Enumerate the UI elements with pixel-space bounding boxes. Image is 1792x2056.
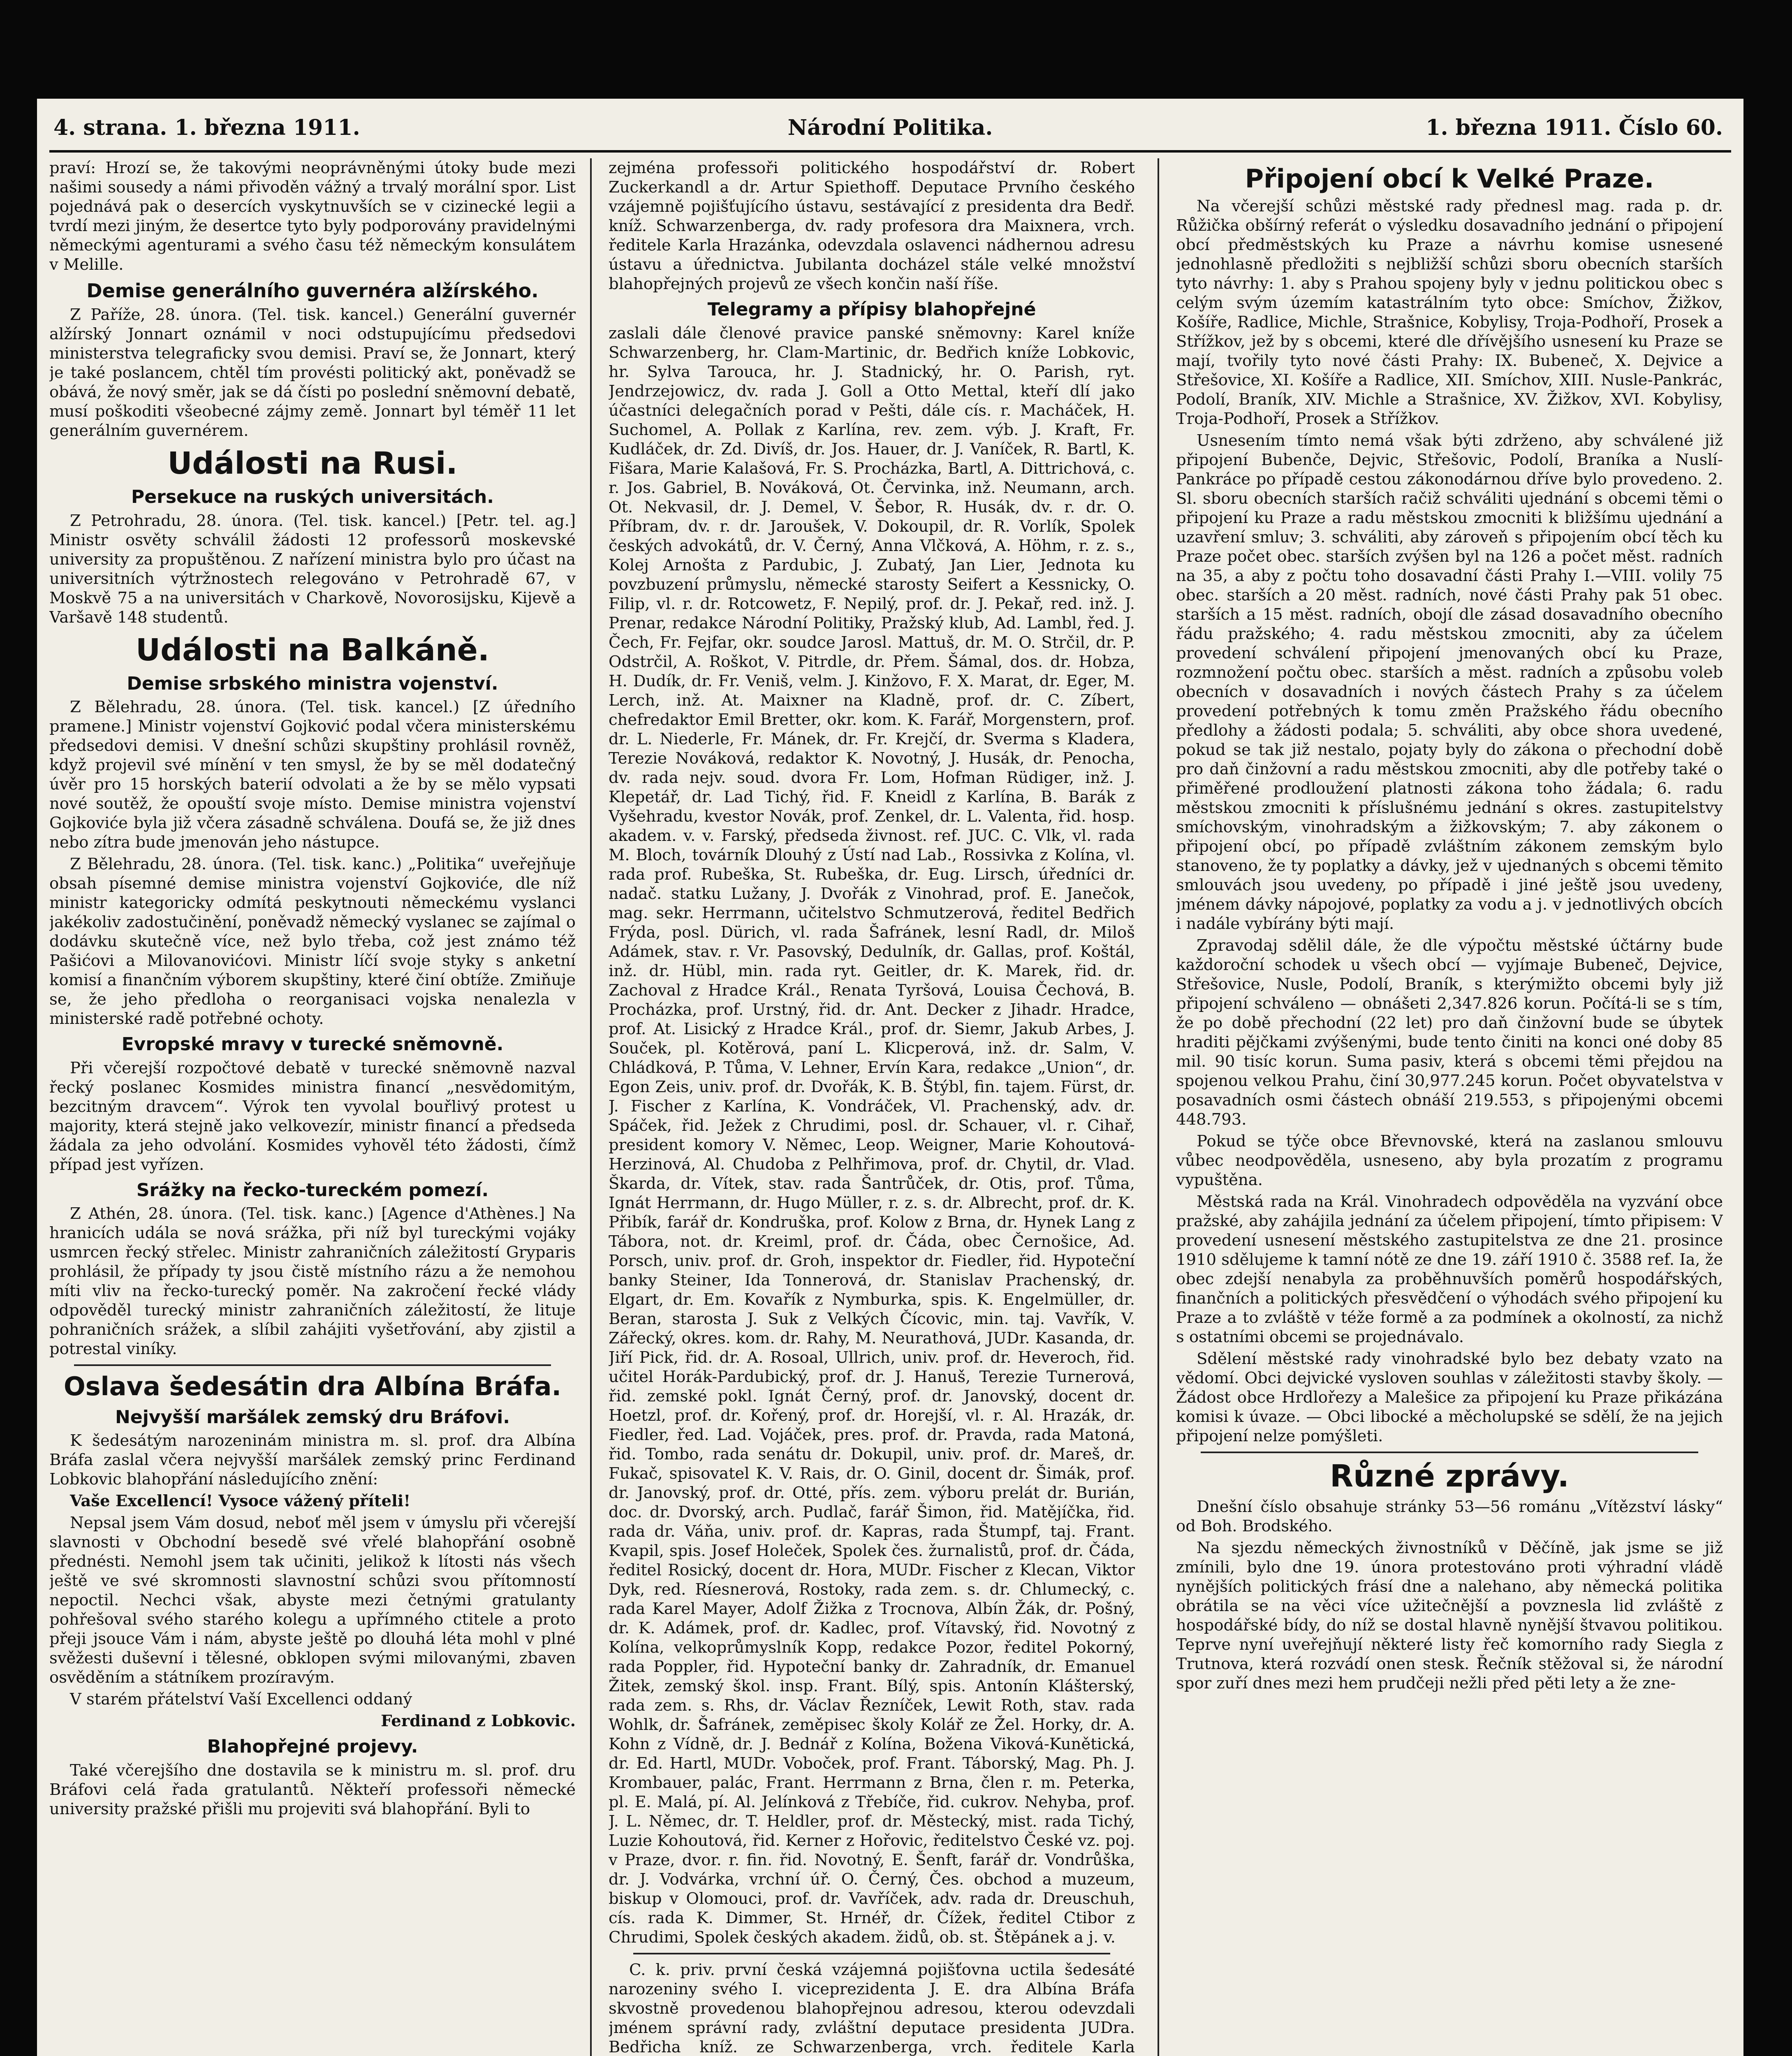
header-rule <box>49 150 1731 153</box>
article-paragraph: Na včerejší schůzi městské rady přednesl mag. rada p. dr. Růžička obšírný referát o výsledku dosavadního jednání o připojení obcí předměstských ku Praze a návrhu komise usnesené jednohlasně předložiti s nejbližší schůzi sboru obecních starších tyto návrhy: 1. aby s Prahou spojeny byly v jednu politickou obec s celým svým územím katastrálním tyto obce: Smíchov, Žižkov, Košíře, Radlice, Michle, Strašnice, Kobylisy, Troja-Podhoří, Prosek a Střížkov, jež by s obcemi, které dle dřívějšího usnesení ku Praze se mají, tvořily tyto nové části Prahy: IX. Bubeneč, X. Dejvice a Střešovice, XI. Košíře a Radlice, XII. Smíchov, XIII. Nusle-Pankrác, Podolí, Braník, XIV. Michle a Strašnice, XV. Žižkov, XVI. Kobylisy, Troja-Podhoří, Prosek a Střížkov. <box>1176 197 1723 428</box>
article-paragraph: Z Paříže, 28. února. (Tel. tisk. kancel.) Generální guvernér alžírský Jonnart oznámil v noci odstupujícímu předsedovi ministerstva telegraficky svou demisi. Praví se, že Jonnart, který je také poslancem, chtěl tím provésti politický akt, poněvadž se obává, že nový směr, jak se dá čísti po poslední sněmovní debatě, musí poškoditi všeobecné zájmy země. Jonnart byl téměř 11 let generálním guvernérem. <box>49 305 576 440</box>
headline-ruzne-zpravy: Různé zprávy. <box>1330 1459 1569 1494</box>
article-paragraph: Z Petrohradu, 28. února. (Tel. tisk. kancel.) [Petr. tel. ag.] Ministr osvěty schválil žádosti 12 professorů moskevské university za propuštěnou. Z nařízení ministra bylo pro účast na universitních výtržnostech relegováno v Petrohradě 67, v Moskvě 75 a na universitách v Charkově, Novorosijsku, Kijevě a Varšavě 148 studentů. <box>49 511 576 627</box>
column-divider-2 <box>1158 158 1159 2056</box>
article-continuation: zejména professoři politického hospodářství dr. Robert Zuckerkandl a dr. Artur Spiethoff. Deputace Prvního českého vzájemně pojišťujícího ústavu, sestávající z presidenta dra Bedř. kníž. Schwarzenberga, dv. rady profesora dra Maixnera, vrch. ředitele Karla Hrazánka, odevzdala oslavenci nádhernou adresu ústavu a úřednictva. Jubilanta docházel stále velké množství blahopřejných projevů ze všech končin naší říše. <box>609 159 1135 293</box>
article-continuation: praví: Hrozí se, že takovými neoprávněnými útoky bude mezi našimi sousedy a námi přivoděn vážný a trvalý morální spor. List pojednává pak o desercích vyskytnuvších se v cizinecké legii a tvrdí mezi jiným, že desertce tyto byly podporovány pravidelnými německými agenturami a svého času též německým konsulátem v Melille. <box>49 159 576 274</box>
header-date-left: 4. strana. 1. března 1911. <box>53 115 360 140</box>
article-paragraph: Z Bělehradu, 28. února. (Tel. tisk. kancel.) [Z úředního pramene.] Ministr vojenství Gojković podal včera ministerskému předsedovi demisi. V dnešní schůzi skupštiny prohlásil rovněž, když projevil své mínění v ten smysl, že by se měl dodatečný úvěr pro 15 horských baterií odvolati a že by se mělo vypsati nové soutěž, že opouští svoje místo. Demise ministra vojenství Gojkoviće byla již včera zásadně schválena. Doufá se, že již dnes nebo zítra bude jmenován jeho nástupce. <box>49 698 576 852</box>
column-1 <box>49 158 576 2056</box>
letter-signature: Ferdinand z Lobkovic. <box>381 1712 576 1731</box>
subheadline-brafa: Nejvyšší maršálek zemský dru Bráfovi. <box>115 1406 510 1428</box>
article-paragraph: Sdělení městské rady vinohradské bylo bez debaty vzato na vědomí. Obci dejvické vysloven souhlas v záležitosti stavby školy. — Žádost obce Hrdlořezy a Malešice za připojení ku Praze přikázána komisi k úvaze. — Obci libocké a měcholupské se sdělí, že na jejich připojení nelze pomýšleti. <box>1176 1350 1723 1446</box>
article-paragraph: C. k. priv. první česká vzájemná pojišťovna uctila šedesáté narozeniny svého I. viceprezidenta J. E. dra Albína Bráfa skvostně provedenou blahopřejnou adresou, kterou odevzdali jménem správní rady, zvláštní deputace presidenta JUDra. Bedřicha kníž. ze Schwarzenberga, vrch. ředitele Karla <box>609 1960 1135 2056</box>
headline-rus: Události na Rusi. <box>167 445 458 481</box>
headline-turkey: Evropské mravy v turecké sněmovně. <box>121 1034 504 1055</box>
letter-closing: V starém přátelství Vaší Excellenci oddaný <box>70 1690 412 1709</box>
newspaper-title: Národní Politika. <box>787 115 993 140</box>
article-paragraph: Při včerejší rozpočtové debatě v turecké sněmovně nazval řecký poslanec Kosmides ministra financí „nesvědomitým, bezcitným dravcem“. Výrok ten vyvolal bouřlivý protest u majority, která stejně jako velkovezír, ministr financí a předseda žádala za jeho odvolání. Kosmides vyhověl této žádosti, čímž případ jest vyřízen. <box>49 1058 576 1174</box>
subheadline-rus: Persekuce na ruských universitách. <box>131 486 494 507</box>
article-paragraph: Z Athén, 28. února. (Tel. tisk. kanc.) [Agence d'Athènes.] Na hranicích udála se nová srážka, při níž byl tureckými vojáky usmrcen řecký střelec. Ministr zahraničních záležitostí Gryparis prohlásil, že případy ty jsou čistě místního rázu a že nemohou míti vliv na řecko-turecký poměr. Na zakročení řecké vlády odpověděl turecký ministr zahraničních záležitostí, že lituje pohraničních srážek, a slíbil zahájiti vyšetřování, aby zjistil a potrestal viníky. <box>49 1204 576 1359</box>
headline-velka-praha: Připojení obcí k Velké Praze. <box>1245 164 1654 194</box>
headline-congratulations: Blahopřejné projevy. <box>207 1736 418 1757</box>
article-paragraph: Městská rada na Král. Vinohradech odpověděla na vyzvání obce pražské, aby zahájila jednání za účelem připojení, tímto připisem: V provedení usnesení městského zastupitelstva ze dne 21. prosince 1910 sdělujeme k tamní nótě ze dne 19. září 1910 č. 3588 ref. Ia, že obec zdejší nenabyla za proběhnuvších poměrů hospodářských, finančních a politických přesvědčení o výhodách svého připojení ku Praze a to zvláště v téže formě a za podmínek a okolností, za nichž s ostatními obcemi se projednávalo. <box>1176 1192 1723 1347</box>
header-date-right: 1. března 1911. Číslo 60. <box>1426 115 1723 140</box>
headline-balkan: Události na Balkáně. <box>136 632 489 668</box>
article-paragraph: Z Bělehradu, 28. února. (Tel. tisk. kanc.) „Politika“ uveřejňuje obsah písemné demise ministra vojenství Gojkoviće, dle níž ministr kategoricky odmítá peskytnouti německému vyslanci jakékoliv zadostučinění, poněvadž německý vyslanec se zajímal o dodávku skutečně více, než bylo třeba, což jest známo též Pašićovi a Milovanovićovi. Ministr líčí svoje styky s anketní komisí a finančním výborem skupštiny, které činí obtíže. Zmiňuje se, že jeho předloha o reorganisaci vojska nenalezla v ministerské radě potřebné ochoty. <box>49 855 576 1028</box>
headline-brafa: Oslava šedesátin dra Albína Bráfa. <box>63 1371 562 1402</box>
column-divider-1 <box>590 158 592 2056</box>
newspaper-page <box>37 99 1743 2056</box>
letter-body: Nepsal jsem Vám dosud, neboť měl jsem v úmyslu při včerejší slavnosti v Obchodní besedě své vřelé blahopřání osobně přednésti. Nemohl jsem tak učiniti, jelikož k lítosti nás všech ještě ve své skromnosti slavnostní schůzi svou přítomností nepoctil. Nechci však, abyste mezi četnými gratulanty pohřešoval svého starého kolegu a upřímného ctitele a proto přeji jsouce Vám i nám, abyste ještě po dlouhá léta mohl v plné svěžesti duševní i tělesné, obklopen svými milovanými, zbaven osvěděním a státníkem prozíravým. <box>49 1514 576 1687</box>
article-paragraph: Na sjezdu německých živnostníků v Děčíně, jak jsme se již zmínili, bylo dne 19. února protestováno proti výhradní vládě nynějších politických frásí dne a nalehano, aby německá politika obrátila se na věci více užitečnější a povznesla lid zvláště z hospodářské bídy, do níž se dostal hlavně nynější štvavou politikou. Teprve nyní uveřejňují některé listy řeč komorního rady Siegla z Trutnova, která rozvádí onen stesk. Řečník stěžoval si, že národní spor zuří dnes mezi hem prudčeji nežli před pěti lety a že zne- <box>1176 1539 1723 1693</box>
article-paragraph: Dnešní číslo obsahuje stránky 53—56 románu „Vítězství lásky“ od Boh. Brodského. <box>1176 1498 1723 1536</box>
article-paragraph: Také včerejšího dne dostavila se k ministru m. sl. prof. dru Bráfovi celá řada gratulantů. Někteří professoři německé university pražské přišli mu projeviti svá blahopřání. Byli to <box>49 1761 576 1818</box>
article-paragraph: Zpravodaj sdělil dále, že dle výpočtu městské účtárny bude každoroční schodek u všech obcí — vyjímaje Bubeneč, Dejvice, Střešovice, Nusle, Podolí, Braník, s kterýmižto obcemi byly již připojení schváleno — obnášeti 2,347.826 korun. Počítá-li se s tím, že po době přechodní (22 let) pro daň činžovní bude se úbytek hraditi pějčkami zvýšenými, bude tento činiti na konci oné doby 85 mil. 90 tisíc korun. Suma pasiv, která s obcemi těmi přejdou na spojenou velkou Prahu, činí 30,977.245 korun. Počet obyvatelstva v posavadních osmi částech obnáší 219.553, s připojenými obcemi 448.793. <box>1176 936 1723 1129</box>
article-paragraph: Pokud se týče obce Břevnovské, která na zaslanou smlouvu vůbec neodpověděla, usneseno, aby byla prozatím z programu vypuštěna. <box>1176 1132 1723 1190</box>
headline-telegrams: Telegramy a přípisy blahopřejné <box>707 299 1036 320</box>
letter-salutation: Vaše Excellencí! Vysoce vážený příteli! <box>70 1492 411 1511</box>
headline-alger-demise: Demise generálního guvernéra alžírského. <box>86 280 539 302</box>
page-header <box>37 115 1743 148</box>
headline-greek-turkish: Srážky na řecko-tureckém pomezí. <box>136 1179 489 1201</box>
column-3 <box>1176 158 1723 2056</box>
separator <box>74 1364 551 1366</box>
article-paragraph: Usnesením tímto nemá však býti zdrženo, aby schválené již připojení Bubenče, Dejvic, Střešovic, Podolí, Braníka a Nuslí-Pankráce po případě cestou zákonodárnou dříve bylo provedeno. 2. Sl. sboru obecních starších račiž schváliti ujednání s obcemi těmi o připojení ku Praze a radu městskou zmocniti k bližšímu ujednání a uzavření smluv; 3. schváliti, aby zároveň s připojením obcí těch ku Praze počet obec. starších zvýšen byl na 126 a počet měst. radních na 35, a aby z počtu toho dosavadní části Prahy I.—VIII. volily 75 obec. starších a 20 měst. radních, nové části Prahy pak 51 obec. starších a 15 měst. radních, obojí dle zásad dosavadního obecního řádu pražského; 4. radu městskou zmocniti, aby za účelem provedení schválení připojení jmenovaných obcí ku Praze, rozmnožení počtu obec. starších a měst. radních a způsobu voleb obecních v dosavadních i nových částech Prahy s za účelem provedení potřebných k tomu změn Pražského řádu obecního předlohy a žádosti podala; 5. schváliti, aby obce shora uvedené, pokud se tak již nestalo, pojaty byly do zákona o přechodní době pro daň činžovní a radu městskou zmocniti, aby dle potřeby také o přiměřené prodloužení platnosti zákona toho žádala; 6. radu městskou zmocniti k příslušnému jednání s okres. zastupitelstvy smíchovským, vinohradským a žižkovským; 7. aby zákonem o připojení obcí, po případě zvláštním zákonem zemským bylo stanoveno, že ty poplatky a dávky, jež v ujednaných s obcemi těmito smlouvách jsou uvedeny, po případě i jiné ještě jsou uvedeny, jménem dávky nápojové, poplatky za vodu a j. v jednotlivých obcích i nadále vybírány býti mají. <box>1176 431 1723 933</box>
article-paragraph: K šedesátým narozeninám ministra m. sl. prof. dra Albína Bráfa zaslal včera nejvyšší maršálek zemský princ Ferdinand Lobkovic blahopřání následujícího znění: <box>49 1431 576 1489</box>
separator <box>1201 1452 1698 1453</box>
separator <box>633 1953 1110 1954</box>
names-list: zaslali dále členové pravice panské sněmovny: Karel kníže Schwarzenberg, hr. Clam-Martinic, dr. Bedřich kníže Lobkovic, hr. Sylva Tarouca, hr. J. Stadnický, hr. O. Parish, ryt. Jendrzejowicz, dv. rada J. Goll a Otto Mettal, kteří dlí jako účastníci delegačních porad v Pešti, dále cís. r. Macháček, H. Suchomel, A. Pollak z Karlína, rev. zem. výb. J. Kraft, Fr. Kudláček, dr. Zd. Divíš, dr. Jos. Hauer, dr. J. Vaníček, R. Bartl, K. Fišara, Marie Kalašová, Fr. S. Procházka, Bartl, A. Dittrichová, c. r. Jos. Gabriel, B. Nováková, Ot. Červinka, inž. Neumann, arch. Ot. Nekvasil, dr. J. Demel, V. Šebor, R. Husák, dv. r. dr. O. Příbram, dv. r. dr. Jaroušek, V. Dokoupil, dr. R. Vorlík, Spolek českých advokátů, dr. V. Černý, Anna Vlčková, A. Höhm, r. z. s., Kolej Arnošta z Pardubic, J. Zubatý, Jan Lier, Jednota ku povzbuzení průmyslu, německé starosty Seifert a Kessnicky, O. Filip, vl. r. dr. Rotcowetz, F. Nepilý, prof. dr. J. Pekař, red. inž. J. Prenar, redakce Národní Politiky, Pražský klub, Ad. Lambl, řed. J. Čech, Fr. Fejfar, okr. soudce Jarosl. Mattuš, dr. M. O. Strčil, dr. P. Odstrčil, A. Roškot, V. Pitrdle, dr. Přem. Šámal, dos. dr. Hobza, H. Dudík, dr. Fr. Veniš, velm. J. Kinžovo, F. X. Marat, dr. Eger, M. Lerch, inž. At. Maixner na Kladně, prof. dr. C. Zíbert, chefredaktor Emil Bretter, okr. kom. K. Farář, Morgenstern, prof. dr. L. Niederle, Fr. Mánek, dr. Fr. Krejčí, dr. Sverma s Kladera, Terezie Nováková, redaktor K. Novotný, J. Husák, dr. Penocha, dv. rada nejv. soud. dvora Fr. Lom, Hofman Rüdiger, inž. J. Klepetář, dr. Lad Tichý, řid. F. Kneidl z Karlína, B. Barák z Vyšehradu, kvestor Novák, prof. Zenkel, dr. L. Valenta, řid. hosp. akadem. v. v. Farský, předseda živnost. ref. JUC. C. Vlk, vl. rada M. Bloch, továrník Dlouhý z Ústí nad Lab., Rossivka z Kolína, vl. rada prof. Rubeška, St. Rubeška, dr. Eug. Lirsch, úředníci dr. nadač. statku Lužany, J. Dvořák z Vinohrad, prof. E. Janečok, mag. sekr. Herrmann, učitelstvo Schmutzerová, ředitel Bedřich Frýda, posl. Dürich, vl. rada Šafránek, lesní Radl, dr. Miloš Adámek, stav. r. Vr. Pasovský, Dedulník, dr. Gallas, prof. Koštál, inž. dr. Hübl, min. rada ryt. Geitler, dr. K. Marek, řid. dr. Zachoval z Hradce Král., Renata Tyršová, Louisa Čechová, B. Procházka, prof. Urstný, řid. dr. Ant. Decker z Jihadr. Hradce, prof. At. Lisický z Hradce Král., prof. dr. Siemr, Jakub Arbes, J. Souček, pl. Kotěrová, paní L. Klicperová, inž. dr. Salm, V. Chládková, P. Tůma, V. Lehner, Ervín Kara, redakce „Union“, dr. Egon Zeis, univ. prof. dr. Dvořák, K. B. Štýbl, fin. tajem. Fürst, dr. J. Fischer z Karlína, K. Vondráček, Vl. Prachenský, adv. dr. Spáček, řid. Ježek z Chrudimi, posl. dr. Schauer, vl. r. Cihař, president komory V. Němec, Leop. Weigner, Marie Kohoutová-Herzinová, Al. Chudoba z Pelhřimova, prof. dr. Chytil, dr. Vlad. Škarda, dr. Vítek, stav. rada Šantrůček, dr. Otis, prof. Tůma, Ignát Herrmann, dr. Hugo Müller, r. z. s. dr. Albrecht, prof. dr. K. Přibík, farář dr. Kondruška, prof. Kolow z Brna, dr. Hynek Lang z Tábora, not. dr. Kreiml, prof. dr. Čáda, obec Černošice, Ad. Porsch, univ. prof. dr. Groh, inspektor dr. Fiedler, řid. Hypoteční banky Steiner, Ida Tonnerová, dr. Stanislav Prachenský, dr. Elgart, dr. Em. Kovařík z Nymburka, spis. K. Engelmüller, dr. Beran, starosta J. Suk z Velkých Čícovic, min. taj. Vavřík, V. Zářecký, okres. kom. dr. Rahy, M. Neurathová, JUDr. Kasanda, dr. Jiří Pick, řid. dr. A. Rosoal, Ullrich, univ. prof. dr. Heveroch, řid. učitel Horák-Pardubický, prof. dr. J. Hanuš, Terezie Turnerová, řid. zemské pokl. Ignát Černý, prof. dr. Janovský, docent dr. Hoetzl, prof. dr. Kořený, prof. dr. Horejší, vl. r. Al. Hrazák, dr. Fiedler, řed. Lad. Vojáček, pres. prof. dr. Pravda, rada Matoná, řid. Tombo, rada senátu dr. Dokupil, univ. prof. dr. Mareš, dr. Fukač, spisovatel K. V. Rais, dr. O. Ginil, docent dr. Šimák, prof. dr. Janovský, prof. dr. Otté, přís. zem. výboru prelát dr. Burián, doc. dr. Dvorský, arch. Pudlač, farář Šimon, řid. Matějíčka, řid. rada dr. Váňa, univ. prof. dr. Kapras, rada Štumpf, taj. Frant. Kvapil, spis. Josef Holeček, Spolek čes. žurnalistů, prof. dr. Čáda, ředitel Rosický, docent dr. Hora, MUDr. Fischer z Klecan, Viktor Dyk, red. Ríesnerová, Rostoky, rada zem. s. dr. Chlumecký, c. rada Karel Mayer, Adolf Žižka z Trocnova, Albín Žák, dr. Pošný, dr. K. Adámek, prof. dr. Kadlec, prof. Vítavský, řid. Novotný z Kolína, velkoprůmyslník Kopp, redakce Pozor, ředitel Pokorný, rada Poppler, řid. Hypoteční banky dr. Zahradník, dr. Emanuel Žitek, zemský škol. insp. Frant. Bílý, spis. Antonín Klášterský, rada zem. s. Rhs, dr. Václav Řezníček, Lewit Roth, stav. rada Wohlk, dr. Šafránek, zeměpisec školy Kolář ze Žel. Horky, dr. A. Kohn z Vídně, dr. J. Bednář z Kolína, Božena Viková-Kunětická, dr. Ed. Hartl, MUDr. Voboček, prof. Frant. Táborský, Mag. Ph. J. Krombauer, palác, Frant. Herrmann z Brna, člen r. m. Peterka, pl. E. Malá, pí. Al. Jelínková z Třebíče, řid. cukrov. Nehyba, prof. J. L. Němec, dr. T. Heldler, prof. dr. Městecký, mist. rada Tichý, Luzie Kohoutová, řid. Kerner z Hořovic, ředitelstvo České vz. poj. v Praze, dvor. r. fin. řid. Novotný, E. Šenft, farář dr. Vondrůška, dr. J. Vodvárka, vrchní úř. O. Černý, Čes. obchod a muzeum, biskup v Olomouci, prof. dr. Vavříček, adv. rada dr. Dreuschuh, cís. rada K. Dimmer, St. Hrnéř, dr. Čížek, ředitel Ctibor z Chrudimi, Spolek českých akadem. židů, ob. st. Štěpánek a j. v. <box>609 324 1135 1947</box>
column-2 <box>609 158 1135 2056</box>
subheadline-balkan: Demise srbského ministra vojenství. <box>127 673 498 694</box>
